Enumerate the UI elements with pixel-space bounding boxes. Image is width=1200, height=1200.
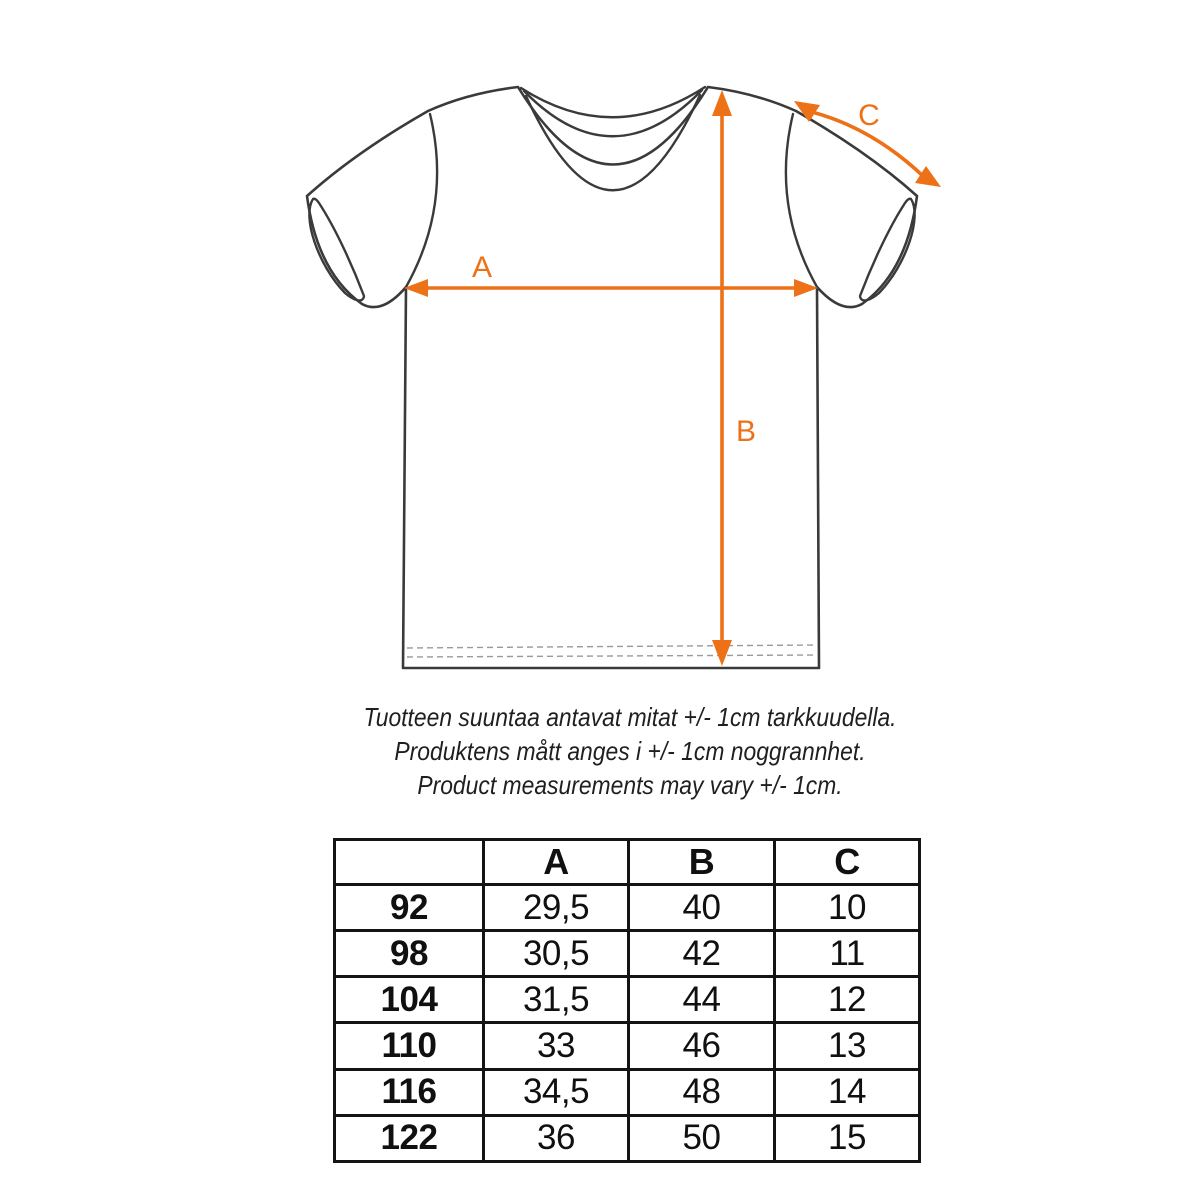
- table-row-size-116: [335, 1069, 920, 1115]
- size-label-cell: 104: [335, 977, 484, 1023]
- size-label-cell: 110: [335, 1023, 484, 1069]
- value-cell-b: 46: [629, 1023, 775, 1069]
- value-cell-a: 33: [484, 1023, 629, 1069]
- size-table-header-row: [335, 840, 920, 885]
- value-cell-b: 42: [629, 931, 775, 977]
- measure-label-a: A: [471, 251, 493, 284]
- value-cell-a: 30,5: [484, 931, 629, 977]
- disclaimer-line-sv: Produktens mått anges i +/- 1cm noggrannhet.: [394, 736, 866, 766]
- table-row-size-92: [335, 885, 920, 931]
- measure-label-b: B: [736, 415, 757, 448]
- value-cell-b: 48: [629, 1069, 775, 1115]
- value-cell-c: 11: [775, 931, 920, 977]
- value-cell-c: 14: [775, 1069, 920, 1115]
- value-cell-c: 10: [775, 885, 920, 931]
- size-label-cell: 122: [335, 1115, 484, 1161]
- value-cell-c: 13: [775, 1023, 920, 1069]
- size-label-cell: 116: [335, 1069, 484, 1115]
- size-label-cell: 92: [335, 885, 484, 931]
- value-cell-b: 50: [629, 1115, 775, 1161]
- value-cell-a: 31,5: [484, 977, 629, 1023]
- table-row-size-122: [335, 1115, 920, 1161]
- table-row-size-98: [335, 931, 920, 977]
- value-cell-a: 34,5: [484, 1069, 629, 1115]
- header-a-cell: A: [484, 840, 629, 885]
- value-cell-a: 36: [484, 1115, 629, 1161]
- header-c-cell: C: [775, 840, 920, 885]
- value-cell-c: 12: [775, 977, 920, 1023]
- header-size-cell: [335, 840, 484, 885]
- header-b-cell: B: [629, 840, 775, 885]
- size-table: [333, 838, 921, 1163]
- size-label-cell: 98: [335, 931, 484, 977]
- value-cell-b: 40: [629, 885, 775, 931]
- value-cell-c: 15: [775, 1115, 920, 1161]
- measurement-disclaimer: [128, 700, 1131, 802]
- tshirt-outline: [307, 87, 917, 668]
- table-row-size-110: [335, 1023, 920, 1069]
- disclaimer-line-fi: Tuotteen suuntaa antavat mitat +/- 1cm tarkkuudella.: [363, 702, 897, 732]
- disclaimer-line-en: Product measurements may vary +/- 1cm.: [417, 770, 843, 800]
- value-cell-b: 44: [629, 977, 775, 1023]
- table-row-size-104: [335, 977, 920, 1023]
- measure-label-c: C: [858, 99, 880, 132]
- value-cell-a: 29,5: [484, 885, 629, 931]
- arrowhead-downright-icon: [915, 166, 941, 187]
